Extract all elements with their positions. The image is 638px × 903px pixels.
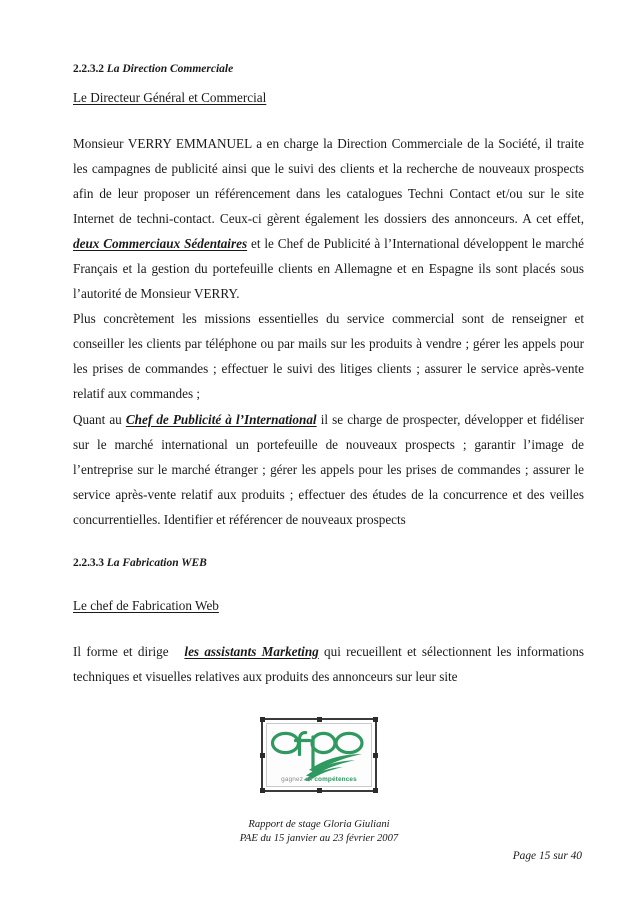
paragraph-director-duties xyxy=(73,131,584,307)
subheading-row-chef-web xyxy=(73,591,584,615)
section-number: 2.2.3.3 xyxy=(73,557,104,570)
afpa-logo-image[interactable] xyxy=(261,718,377,792)
run-text: Monsieur VERRY EMMANUEL a en charge la Direction Commerciale de la Société, il traite les campagnes de publicité ainsi que le suivi des clients et la recherche de nouveaux prospects afin de leur proposer un référencement dans les catalogues Techni Contact et/ou sur le site Internet de techni-contact. Ceux-ci gèrent également les dossiers des annonceurs. A cet effet, xyxy=(73,135,584,226)
emphasis-commerciaux-sedentaires: deux Commerciaux Sédentaires xyxy=(73,235,248,251)
spacer xyxy=(73,572,584,586)
resize-handle-middle-left[interactable] xyxy=(260,753,265,758)
run-text: Quant au xyxy=(73,411,126,427)
section-heading-2-2-3-2 xyxy=(73,62,584,78)
logo-tagline-bold: compétences xyxy=(314,776,357,783)
resize-handle-bottom-left[interactable] xyxy=(260,788,265,793)
section-title: La Fabrication WEB xyxy=(106,557,207,570)
resize-handle-bottom-center[interactable] xyxy=(317,788,322,793)
subheading-chef-fabrication-web: Le chef de Fabrication Web xyxy=(73,597,219,613)
resize-handle-top-right[interactable] xyxy=(373,717,378,722)
run-text: qui recueillent et sélectionnent les informations techniques et visuelles relatives aux produits des annonceurs sur leur site xyxy=(73,643,584,684)
subheading-director: Le Directeur Général et Commercial xyxy=(73,89,267,105)
spacer xyxy=(73,107,584,131)
resize-handle-top-left[interactable] xyxy=(260,717,265,722)
spacer xyxy=(73,532,584,556)
paragraph-assistants-marketing xyxy=(73,639,584,689)
page-footer xyxy=(0,818,638,845)
run-text: il se charge de prospecter, développer et fidéliser sur le marché international un portefeuille de nouveaux prospects ; garantir l’image de l’entreprise sur le marché étranger ; gérer les appels pour les prises de commandes ; assurer le service après-vente relatif aux produits ; effectuer des études de la concurrence et des veilles concurrentielles. Identifier et référencer de nouveaux prospects xyxy=(73,411,584,527)
run-text: et le Chef de Publicité à l’International développent le marché Français et la gestion du portefeuille clients en Allemagne et en Espagne ils sont placés sous l’autorité de Monsieur VERRY. xyxy=(73,235,584,302)
resize-handle-top-center[interactable] xyxy=(317,717,322,722)
footer-line-dates: PAE du 15 janvier au 23 février 2007 xyxy=(239,832,399,844)
run-text: Il forme et dirige xyxy=(73,643,174,659)
run-text: Plus concrètement les missions essentielles du service commercial sont de renseigner et conseiller les clients par téléphone ou par mails sur les produits à vendre ; gérer les appels pour les prises de commandes ; effectuer le suivi des litiges clients ; assurer le service après-vente relatif aux commandes ; xyxy=(73,311,584,402)
logo-tagline-light: gagnez en xyxy=(281,776,315,783)
emphasis-chef-publicite-international: Chef de Publicité à l’International xyxy=(125,411,317,427)
paragraph-chef-publicite xyxy=(73,407,584,532)
section-number: 2.2.3.2 xyxy=(73,63,104,75)
logo-zone xyxy=(0,718,638,797)
logo-tagline xyxy=(263,776,375,783)
spacer xyxy=(73,615,584,639)
paragraph-missions-essentielles xyxy=(73,306,584,406)
section-heading-2-2-3-3 xyxy=(73,556,584,572)
subheading-row-director xyxy=(73,83,584,107)
resize-handle-bottom-right[interactable] xyxy=(373,788,378,793)
resize-handle-middle-right[interactable] xyxy=(373,753,378,758)
footer-line-report: Rapport de stage Gloria Giuliani xyxy=(248,819,390,830)
section-title: La Direction Commerciale xyxy=(106,63,234,75)
page-number: Page 15 sur 40 xyxy=(512,850,582,862)
emphasis-assistants-marketing: les assistants Marketing xyxy=(184,643,319,659)
page-content xyxy=(73,62,584,689)
